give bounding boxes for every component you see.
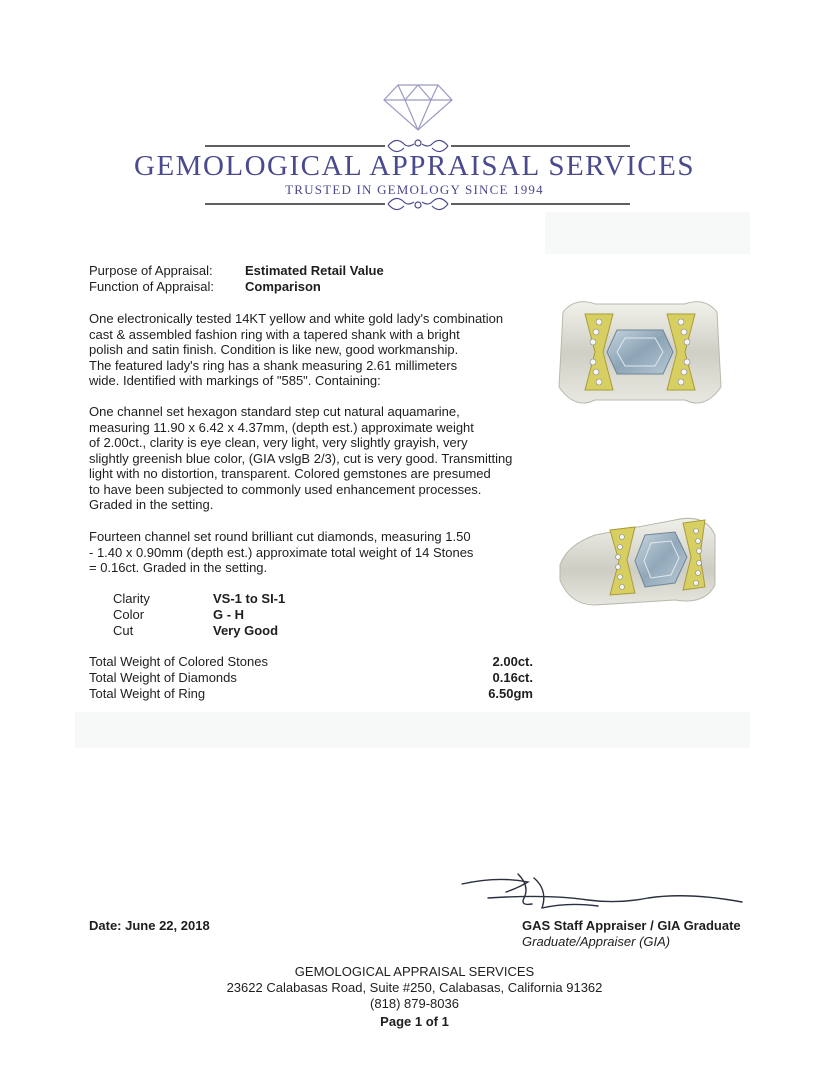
company-tagline: TRUSTED IN GEMOLOGY SINCE 1994 [285, 182, 544, 197]
ring-photo-top-view [555, 292, 725, 417]
page-number: Page 1 of 1 [380, 1014, 449, 1029]
color-value: G - H [213, 607, 245, 622]
signature-image [458, 868, 748, 918]
logo [0, 0, 829, 230]
appraisal-date: Date: June 22, 2018 [89, 918, 210, 933]
ring-description: One electronically tested 14KT yellow and white gold lady's combination cast & assembled fashion ring with a tapered shank with a bright polish and satin finish. Condition is like new, good workmanship. The featured lady's ring has a shank measuring 2.61 millimeters wide. Identified with markings of "585". Containing: [89, 311, 504, 388]
background-band [75, 712, 750, 748]
clarity-label: Clarity [113, 591, 150, 606]
footer-address: 23622 Calabasas Road, Suite #250, Calabasas, California 91362 [226, 980, 603, 995]
total-ring-weight-value: 6.50gm [488, 686, 533, 701]
cut-label: Cut [113, 623, 134, 638]
company-name: GEMOLOGICAL APPRAISAL SERVICES [134, 150, 695, 182]
appraiser-title: GAS Staff Appraiser / GIA Graduate [522, 918, 741, 933]
background-band [545, 212, 750, 254]
cut-value: Very Good [213, 623, 279, 638]
total-colored-stones-value: 2.00ct. [492, 654, 533, 669]
function-label: Function of Appraisal: [89, 279, 215, 294]
ring-photo-side-view [555, 505, 725, 615]
footer-company: GEMOLOGICAL APPRAISAL SERVICES [294, 964, 535, 979]
total-ring-weight-label: Total Weight of Ring [89, 686, 206, 701]
diamonds-description: Fourteen channel set round brilliant cut diamonds, measuring 1.50 - 1.40 x 0.90mm (depth est.) approximate total weight of 14 Stones = 0.16ct. Graded in the setting. [89, 529, 474, 575]
aquamarine-description: One channel set hexagon standard step cut natural aquamarine, measuring 11.90 x 6.42 x 4.37mm, (depth est.) approximate weight of 2.00ct., clarity is eye clean, very light, very slightly grayish, very slightly greenish blue color, (GIA vslgB 2/3), cut is very good. Transmitting light with no distortion, transparent. Colored gemstones are presumed to have been subjected to commonly used enhancement processes. Graded in the setting. [89, 404, 513, 512]
total-colored-stones-label: Total Weight of Colored Stones [89, 654, 268, 669]
purpose-value: Estimated Retail Value [245, 263, 384, 278]
footer-phone: (818) 879-8036 [370, 996, 459, 1011]
total-diamonds-value: 0.16ct. [492, 670, 533, 685]
appraiser-subtitle: Graduate/Appraiser (GIA) [522, 934, 671, 949]
total-diamonds-label: Total Weight of Diamonds [89, 670, 237, 685]
function-value: Comparison [245, 279, 321, 294]
color-label: Color [113, 607, 145, 622]
purpose-label: Purpose of Appraisal: [89, 263, 213, 278]
clarity-value: VS-1 to SI-1 [213, 591, 286, 606]
